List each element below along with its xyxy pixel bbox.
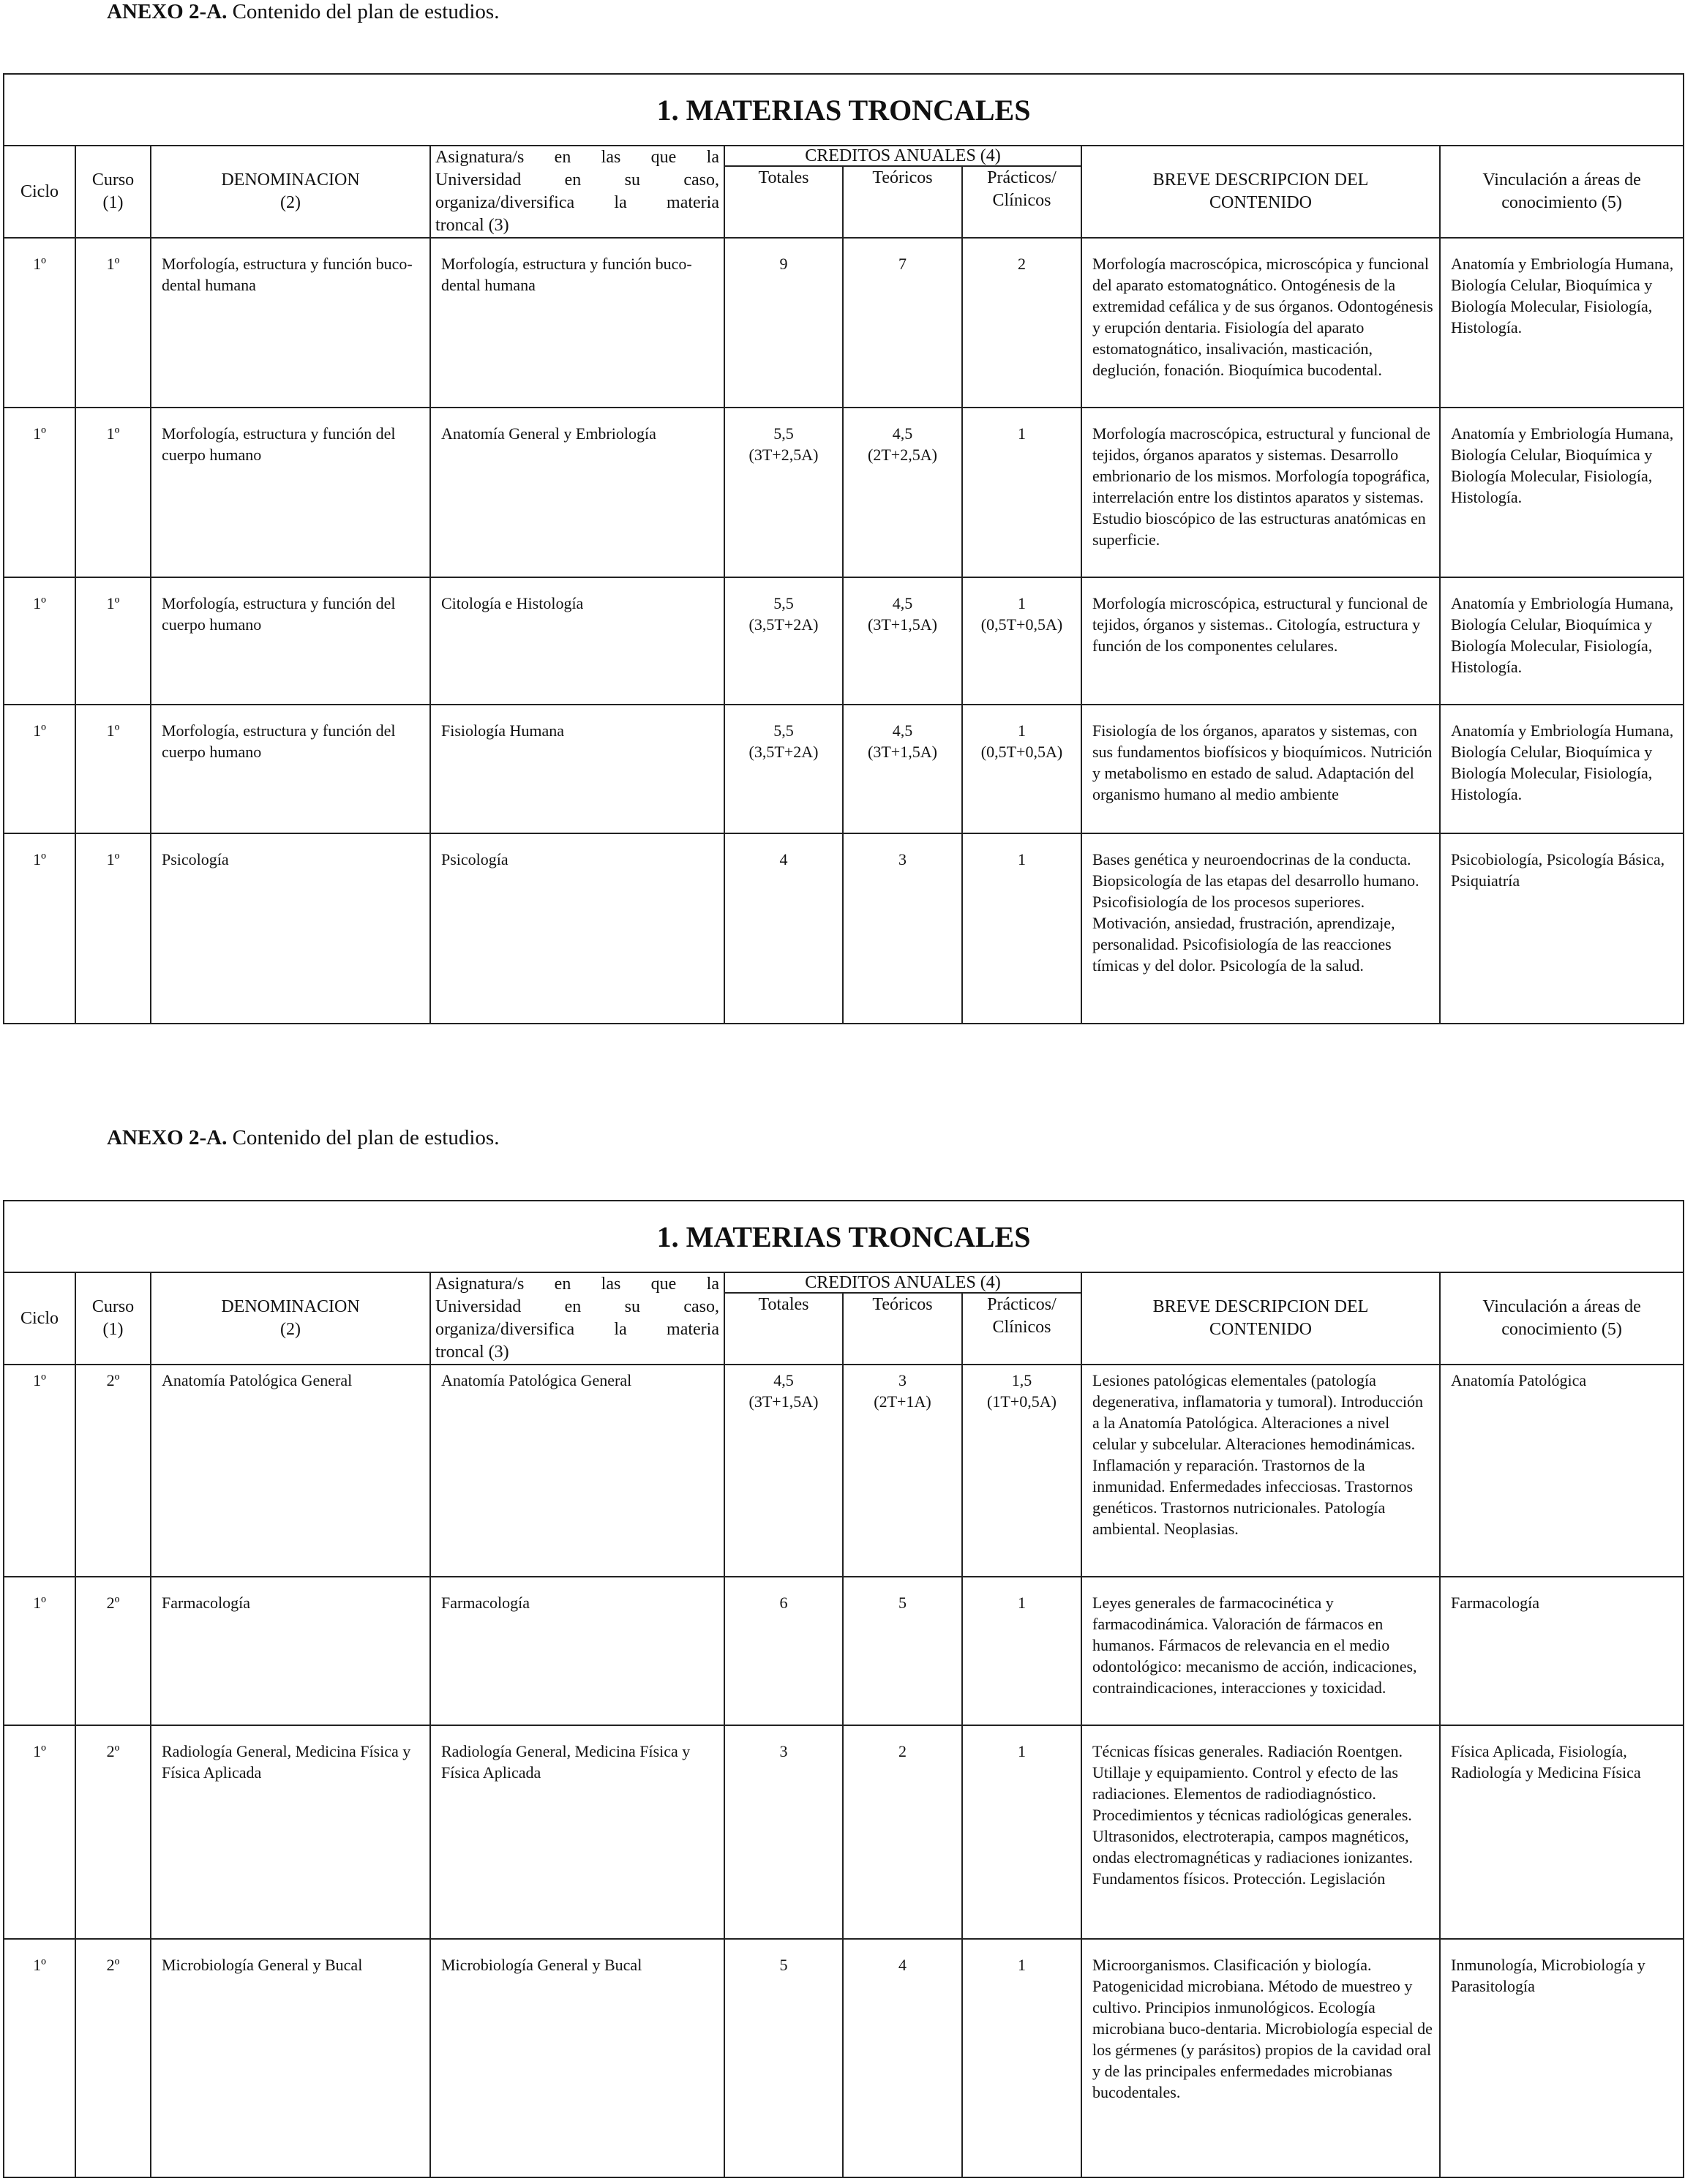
cell-descripcion: Morfología macroscópica, microscópica y funcional del aparato estomatognático. Ontogénesis de la extremidad cefálica y de sus órganos. Odontogénesis y erupción dentaria. Fisiología del aparato estomatognático, insalivación, masticación, deglución, fonación. Bioquímica bucodental. bbox=[1081, 238, 1440, 408]
header-vinculacion: Vinculación a áreas de conocimiento (5) bbox=[1440, 1272, 1684, 1365]
table-row bbox=[4, 705, 1684, 833]
cell-asignatura: Morfología, estructura y función buco-dental humana bbox=[430, 238, 724, 408]
header-totales: Totales bbox=[724, 1293, 843, 1365]
cell-totales: 9 bbox=[724, 238, 843, 408]
header-creditos: CREDITOS ANUALES (4) bbox=[724, 1272, 1081, 1293]
cell-ciclo: 1º bbox=[4, 408, 75, 577]
cell-ciclo: 1º bbox=[4, 1939, 75, 2177]
cell-denominacion: Radiología General, Medicina Física y Física Aplicada bbox=[151, 1725, 430, 1939]
materias-troncales-sheet-2 bbox=[3, 1200, 1683, 2178]
cell-denominacion: Morfología, estructura y función del cuerpo humano bbox=[151, 408, 430, 577]
header-teoricos: Teóricos bbox=[843, 166, 962, 238]
table-title: 1. MATERIAS TRONCALES bbox=[4, 74, 1684, 146]
cell-vinculacion: Inmunología, Microbiología y Parasitología bbox=[1440, 1939, 1684, 2177]
cell-curso: 2º bbox=[75, 1365, 151, 1577]
header-descripcion: BREVE DESCRIPCION DEL CONTENIDO bbox=[1081, 1272, 1440, 1365]
header-practicos: Prácticos/ Clínicos bbox=[962, 1293, 1081, 1365]
cell-asignatura: Citología e Histología bbox=[430, 577, 724, 705]
cell-descripcion: Morfología microscópica, estructural y funcional de tejidos, órganos y sistemas.. Citología, estructura y función de los componentes celulares. bbox=[1081, 577, 1440, 705]
header-asignatura: Asignatura/s en las que la Universidad en su caso, organiza/diversifica la materia troncal (3) bbox=[430, 1272, 724, 1365]
cell-ciclo: 1º bbox=[4, 1725, 75, 1939]
cell-curso: 2º bbox=[75, 1725, 151, 1939]
cell-vinculacion: Anatomía y Embriología Humana, Biología Celular, Bioquímica y Biología Molecular, Fisiología, Histología. bbox=[1440, 408, 1684, 577]
cell-practicos: 1 bbox=[962, 1939, 1081, 2177]
header-descripcion: BREVE DESCRIPCION DEL CONTENIDO bbox=[1081, 146, 1440, 238]
header-denominacion: DENOMINACION (2) bbox=[151, 146, 430, 238]
cell-ciclo: 1º bbox=[4, 1577, 75, 1725]
cell-totales: 4,5 (3T+1,5A) bbox=[724, 1365, 843, 1577]
cell-vinculacion: Psicobiología, Psicología Básica, Psiquiatría bbox=[1440, 833, 1684, 1024]
annex-heading-text: Contenido del plan de estudios. bbox=[232, 1126, 500, 1149]
materias-table-1 bbox=[3, 73, 1684, 1024]
cell-asignatura: Anatomía General y Embriología bbox=[430, 408, 724, 577]
cell-teoricos: 4,5 (3T+1,5A) bbox=[843, 705, 962, 833]
cell-teoricos: 3 (2T+1A) bbox=[843, 1365, 962, 1577]
annex-heading-bold: ANEXO 2-A. bbox=[107, 1126, 228, 1149]
cell-curso: 2º bbox=[75, 1577, 151, 1725]
cell-curso: 1º bbox=[75, 408, 151, 577]
cell-practicos: 1 bbox=[962, 1725, 1081, 1939]
cell-descripcion: Fisiología de los órganos, aparatos y sistemas, con sus fundamentos biofísicos y bioquímicos. Nutrición y metabolismo en estado de salud. Adaptación del organismo humano al medio ambiente bbox=[1081, 705, 1440, 833]
cell-descripcion: Morfología macroscópica, estructural y funcional de tejidos, órganos aparatos y sistemas. Desarrollo embrionario de los mismos. Morfología topográfica, interrelación entre los distintos aparatos y sistemas. Estudio bioscópico de las estructuras anatómicas en superficie. bbox=[1081, 408, 1440, 577]
cell-teoricos: 3 bbox=[843, 833, 962, 1024]
cell-vinculacion: Farmacología bbox=[1440, 1577, 1684, 1725]
cell-denominacion: Farmacología bbox=[151, 1577, 430, 1725]
cell-descripcion: Técnicas físicas generales. Radiación Roentgen. Utillaje y equipamiento. Control y efecto de las radiaciones. Elementos de radiodiagnóstico. Procedimientos y técnicas radiológicas generales. Ultrasonidos, electroterapia, campos magnéticos, ondas electromagnéticas y radiaciones ionizantes. Fundamentos físicos. Protección. Legislación bbox=[1081, 1725, 1440, 1939]
cell-ciclo: 1º bbox=[4, 577, 75, 705]
cell-vinculacion: Anatomía Patológica bbox=[1440, 1365, 1684, 1577]
cell-teoricos: 5 bbox=[843, 1577, 962, 1725]
table-row bbox=[4, 408, 1684, 577]
cell-asignatura: Radiología General, Medicina Física y Física Aplicada bbox=[430, 1725, 724, 1939]
cell-teoricos: 4,5 (3T+1,5A) bbox=[843, 577, 962, 705]
cell-practicos: 1,5 (1T+0,5A) bbox=[962, 1365, 1081, 1577]
header-ciclo: Ciclo bbox=[4, 146, 75, 238]
cell-denominacion: Morfología, estructura y función buco-dental humana bbox=[151, 238, 430, 408]
cell-vinculacion: Anatomía y Embriología Humana, Biología Celular, Bioquímica y Biología Molecular, Fisiología, Histología. bbox=[1440, 238, 1684, 408]
cell-asignatura: Psicología bbox=[430, 833, 724, 1024]
cell-curso: 1º bbox=[75, 833, 151, 1024]
cell-teoricos: 4,5 (2T+2,5A) bbox=[843, 408, 962, 577]
cell-curso: 2º bbox=[75, 1939, 151, 2177]
cell-teoricos: 7 bbox=[843, 238, 962, 408]
cell-descripcion: Bases genética y neuroendocrinas de la conducta. Biopsicología de las etapas del desarrollo humano. Psicofisiología de los procesos superiores. Motivación, ansiedad, frustración, aprendizaje, personalidad. Psicofisiología de las reacciones tímicas y del dolor. Psicología de la salud. bbox=[1081, 833, 1440, 1024]
header-teoricos: Teóricos bbox=[843, 1293, 962, 1365]
cell-totales: 5,5 (3,5T+2A) bbox=[724, 577, 843, 705]
cell-totales: 4 bbox=[724, 833, 843, 1024]
cell-practicos: 2 bbox=[962, 238, 1081, 408]
cell-vinculacion: Anatomía y Embriología Humana, Biología Celular, Bioquímica y Biología Molecular, Fisiología, Histología. bbox=[1440, 705, 1684, 833]
header-practicos: Prácticos/ Clínicos bbox=[962, 166, 1081, 238]
cell-ciclo: 1º bbox=[4, 833, 75, 1024]
materias-table-2 bbox=[3, 1200, 1684, 2178]
header-curso: Curso (1) bbox=[75, 1272, 151, 1365]
cell-vinculacion: Física Aplicada, Fisiología, Radiología y Medicina Física bbox=[1440, 1725, 1684, 1939]
cell-denominacion: Psicología bbox=[151, 833, 430, 1024]
cell-curso: 1º bbox=[75, 238, 151, 408]
annex-heading-bold: ANEXO 2-A. bbox=[107, 0, 228, 23]
header-curso: Curso (1) bbox=[75, 146, 151, 238]
cell-curso: 1º bbox=[75, 705, 151, 833]
cell-denominacion: Morfología, estructura y función del cuerpo humano bbox=[151, 577, 430, 705]
cell-totales: 3 bbox=[724, 1725, 843, 1939]
annex-heading bbox=[107, 0, 499, 24]
header-creditos: CREDITOS ANUALES (4) bbox=[724, 146, 1081, 166]
annex-heading-text: Contenido del plan de estudios. bbox=[232, 0, 500, 23]
table-row bbox=[4, 577, 1684, 705]
cell-practicos: 1 bbox=[962, 1577, 1081, 1725]
cell-ciclo: 1º bbox=[4, 1365, 75, 1577]
cell-descripcion: Lesiones patológicas elementales (patología degenerativa, inflamatoria y tumoral). Introducción a la Anatomía Patológica. Alteraciones a nivel celular y subcelular. Alteraciones hemodinámicas. Inflamación y reparación. Trastornos de la inmunidad. Enfermedades infecciosas. Trastornos genéticos. Trastornos nutricionales. Patología ambiental. Neoplasias. bbox=[1081, 1365, 1440, 1577]
table-row bbox=[4, 833, 1684, 1024]
cell-denominacion: Morfología, estructura y función del cuerpo humano bbox=[151, 705, 430, 833]
cell-practicos: 1 bbox=[962, 408, 1081, 577]
header-vinculacion: Vinculación a áreas de conocimiento (5) bbox=[1440, 146, 1684, 238]
annex-heading bbox=[107, 1126, 499, 1150]
cell-descripcion: Leyes generales de farmacocinética y farmacodinámica. Valoración de fármacos en humanos. Fármacos de relevancia en el medio odontológico: mecanismo de acción, indicaciones, contraindicaciones, interacciones y toxicidad. bbox=[1081, 1577, 1440, 1725]
cell-asignatura: Farmacología bbox=[430, 1577, 724, 1725]
header-totales: Totales bbox=[724, 166, 843, 238]
table-row bbox=[4, 238, 1684, 408]
cell-practicos: 1 (0,5T+0,5A) bbox=[962, 705, 1081, 833]
cell-denominacion: Anatomía Patológica General bbox=[151, 1365, 430, 1577]
cell-totales: 5 bbox=[724, 1939, 843, 2177]
cell-totales: 5,5 (3,5T+2A) bbox=[724, 705, 843, 833]
cell-curso: 1º bbox=[75, 577, 151, 705]
cell-descripcion: Microorganismos. Clasificación y biología. Patogenicidad microbiana. Método de muestreo y cultivo. Principios inmunológicos. Ecología microbiana buco-dentaria. Microbiología especial de los gérmenes (y parásitos) propios de la cavidad oral y de las principales enfermedades microbianas bucodentales. bbox=[1081, 1939, 1440, 2177]
cell-ciclo: 1º bbox=[4, 238, 75, 408]
cell-asignatura: Microbiología General y Bucal bbox=[430, 1939, 724, 2177]
table-row bbox=[4, 1939, 1684, 2177]
table-row bbox=[4, 1577, 1684, 1725]
header-ciclo: Ciclo bbox=[4, 1272, 75, 1365]
header-denominacion: DENOMINACION (2) bbox=[151, 1272, 430, 1365]
cell-ciclo: 1º bbox=[4, 705, 75, 833]
table-row bbox=[4, 1365, 1684, 1577]
cell-vinculacion: Anatomía y Embriología Humana, Biología Celular, Bioquímica y Biología Molecular, Fisiología, Histología. bbox=[1440, 577, 1684, 705]
cell-teoricos: 2 bbox=[843, 1725, 962, 1939]
header-asignatura: Asignatura/s en las que la Universidad en su caso, organiza/diversifica la materia troncal (3) bbox=[430, 146, 724, 238]
cell-denominacion: Microbiología General y Bucal bbox=[151, 1939, 430, 2177]
cell-teoricos: 4 bbox=[843, 1939, 962, 2177]
cell-totales: 5,5 (3T+2,5A) bbox=[724, 408, 843, 577]
materias-troncales-sheet-1 bbox=[3, 73, 1683, 1024]
table-row bbox=[4, 1725, 1684, 1939]
cell-asignatura: Anatomía Patológica General bbox=[430, 1365, 724, 1577]
cell-asignatura: Fisiología Humana bbox=[430, 705, 724, 833]
cell-practicos: 1 bbox=[962, 833, 1081, 1024]
cell-totales: 6 bbox=[724, 1577, 843, 1725]
table-title: 1. MATERIAS TRONCALES bbox=[4, 1201, 1684, 1272]
cell-practicos: 1 (0,5T+0,5A) bbox=[962, 577, 1081, 705]
